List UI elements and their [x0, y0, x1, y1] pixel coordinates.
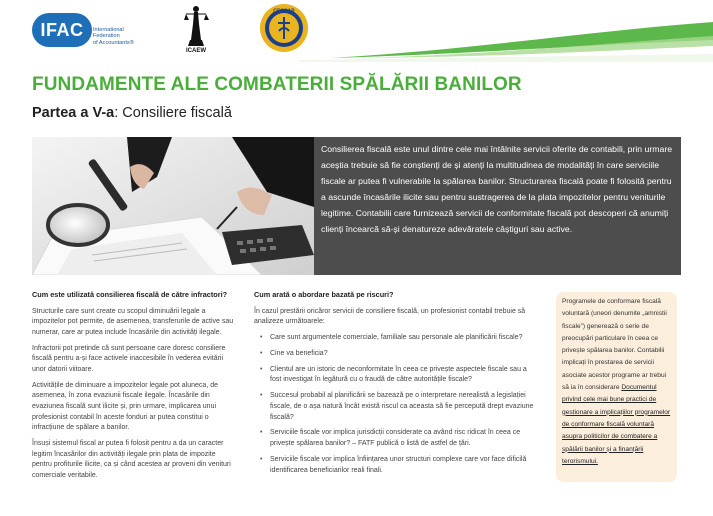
- page-title: FUNDAMENTE ALE COMBATERII SPĂLĂRII BANILOR: [32, 74, 522, 95]
- ifac-line-2: Federation: [93, 33, 120, 40]
- intro-text: Consilierea fiscală este unul dintre cele mai întâlnite servicii oferite de contabili, prin urmare aceștia trebuie să fie conștienți de și atenți la multitudinea de modalități în care serviciile fiscale ar putea fi vulnerabile la spălarea banilor. Structurarea fiscală poate fi folosită pentru a ascunde încasările ilicite sau pentru sustragerea de la plata impozitelor pentru veniturile legitime. Contabilii care furnizează servicii de conformitate fiscală pot descoperi că anumiți clienți încearcă să-și denatureze adevăratele câștiguri sau active.: [321, 144, 673, 234]
- middle-column: [254, 290, 539, 481]
- ceccar-seal-icon: [259, 3, 309, 53]
- left-paragraph: Însuși sistemul fiscal ar putea fi folosit pentru a da un caracter legitim încasărilor din activități ilegale prin plata de impozite pentru profiturile ilicite, ca și când acestea ar proveni din venituri comerciale veritabile.: [32, 440, 231, 479]
- list-item: • Cine va beneficia?: [260, 349, 539, 360]
- left-paragraph: Structurile care sunt create cu scopul diminuării legale a impozitelor pot permite, de asemenea, transferurile de active sau numerar, care ar putea include încasările din activități ilegale.: [32, 307, 234, 336]
- icaew-label: ICAEW: [186, 48, 206, 54]
- left-paragraph: Infractorii pot pretinde că sunt persoane care doresc consiliere fiscală pentru a-și face activele inaccesibile în vederea evitării unor datorii viitoare.: [32, 344, 226, 373]
- ifac-line-3: of Accountants®: [93, 39, 134, 46]
- left-column-heading: Cum este utilizată consilierea fiscală de către infractori?: [32, 290, 228, 299]
- risk-list: [260, 333, 539, 476]
- side-note-box: [556, 292, 677, 482]
- ifac-logo: [32, 13, 144, 57]
- ifac-line-1: International: [93, 27, 124, 33]
- ceccar-label: CECCAR: [273, 8, 295, 15]
- logo-bar: [0, 0, 713, 62]
- hero-photo: [32, 137, 314, 275]
- best-practices-document-link[interactable]: Documentul privind cele mai bune practici de gestionare a implicațiilor programelor de conformare fiscală voluntară asupra politicilor de combatere a spălării banilor și a finanțării terorismului.: [562, 384, 671, 465]
- intro-box: [314, 137, 681, 275]
- list-item: • Clientul are un istoric de neconformitate în ceea ce privește aspectele fiscale sau a fost investigat în legătură cu o fraudă de către autoritățile fiscale?: [260, 365, 539, 386]
- magnifying-glass-calculator-image: [32, 137, 314, 275]
- page-subtitle: [32, 105, 232, 121]
- subtitle-part: Partea a V-a: [32, 105, 115, 121]
- ceccar-logo: [259, 3, 309, 53]
- list-item: • Succesul probabil al planificării se bazează pe o interpretare nerealistă a legislației fiscale, de o așa natură încât există riscul ca aceasta să fie percepută drept evaziune fiscală?: [260, 391, 539, 423]
- ifac-logo-mark: IFAC: [32, 13, 92, 47]
- list-item: • Serviciile fiscale vor implica jurisdicții considerate ca având risc ridicat în ceea ce privește spălarea banilor? – FATF publică o listă de astfel de țări.: [260, 428, 539, 449]
- icaew-logo: [182, 4, 210, 54]
- ifac-logo-text: [93, 27, 134, 46]
- side-note-text: Programele de conformare fiscală voluntară (uneori denumite „amnistii fiscale”) generează o serie de preocupări particulare în ceea ce privește spălarea banilor. Contabilii implicați în prestarea de servicii asociate acestor programe ar trebui să ia în considerare: [562, 298, 667, 392]
- middle-intro: În cazul prestării oricăror servicii de consiliere fiscală, un profesionist contabil trebuie să analizeze următoarele:: [254, 307, 526, 326]
- middle-column-heading: Cum arată o abordare bazată pe riscuri?: [254, 290, 394, 299]
- list-item: • Serviciile fiscale vor implica înființarea unor structuri complexe care vor face dificilă identificarea beneficiarilor reali finali.: [260, 455, 539, 476]
- icaew-figure-icon: [182, 4, 210, 48]
- left-paragraph: Activitățile de diminuare a impozitelor legale pot aluneca, de asemenea, în zona evaziunii fiscale ilegale. Încasările din evaziunea fiscală sunt ilicite și, prin urmare, implicarea unui profesionist contabil în aceste fonduri ar putea constitui o infracțiune de spălare a banilor.: [32, 381, 218, 432]
- subtitle-rest: : Consiliere fiscală: [114, 105, 232, 121]
- left-column: [32, 290, 237, 487]
- list-item: • Care sunt argumentele comerciale, familiale sau personale ale planificării fiscale?: [260, 333, 539, 344]
